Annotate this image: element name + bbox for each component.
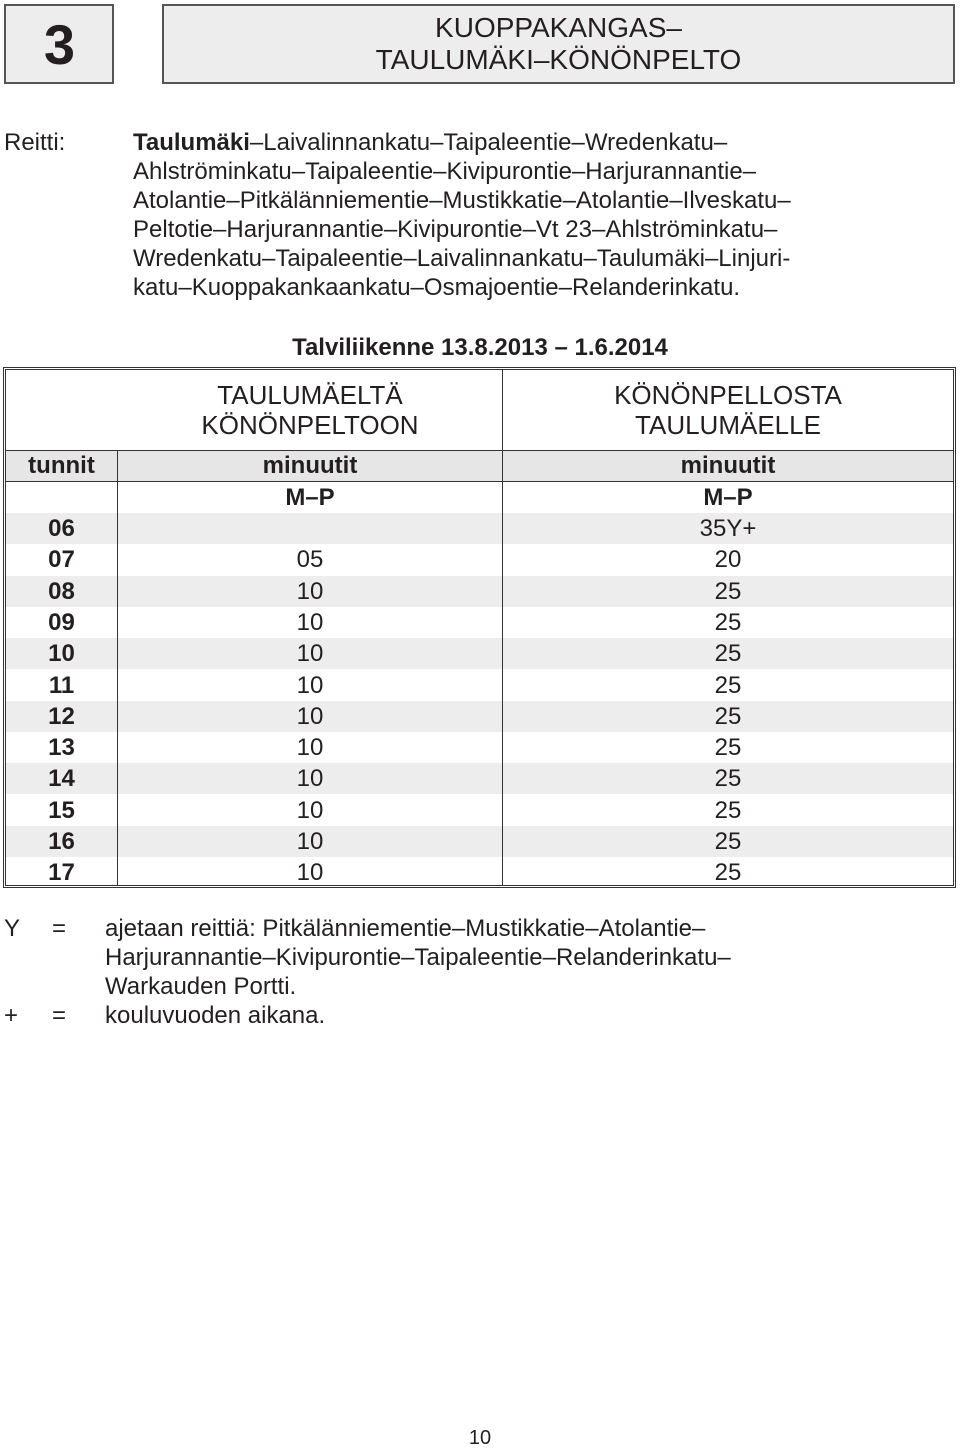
minutes-cell-direction-1: 10 (296, 702, 324, 730)
minutes-cell-direction-2: 25 (714, 671, 742, 699)
route-line-5: Wredenkatu–Taipaleentie–Laivalinnankatu–Taulumäki–Linjuri- (133, 245, 791, 272)
timetable-row (6, 576, 953, 607)
route-number-box (4, 4, 114, 84)
minutes-cell-direction-1: 05 (296, 546, 324, 574)
timetable-row (6, 857, 953, 888)
footnote-y-line-1: ajetaan reittiä: Pitkälänniementie–Mustikkatie–Atolantie– (105, 915, 706, 942)
timetable-row (6, 826, 953, 857)
timetable-row (6, 607, 953, 638)
direction-1-line-2: KÖNÖNPELTOON (201, 410, 419, 440)
timetable-row (6, 732, 953, 763)
minutes-cell-direction-2: 25 (714, 796, 742, 824)
footnote-plus-text: kouluvuoden aikana. (105, 1002, 326, 1029)
column-divider-directions (502, 370, 503, 885)
minutes-header-2: minuutit (680, 452, 776, 479)
footnote-plus-symbol: + (4, 1002, 19, 1029)
hour-cell: 11 (48, 671, 75, 699)
hour-cell: 07 (48, 546, 75, 574)
minutes-cell-direction-2: 25 (714, 859, 742, 887)
timetable-row (6, 763, 953, 794)
season-validity (0, 333, 960, 363)
minutes-cell-direction-1: 10 (296, 765, 324, 793)
units-header-row (6, 450, 953, 482)
timetable (3, 367, 956, 888)
minutes-cell-direction-2: 25 (714, 828, 742, 855)
minutes-cell-direction-2: 25 (714, 608, 742, 636)
minutes-cell-direction-2: 25 (714, 640, 742, 668)
days-row (6, 482, 953, 513)
minutes-cell-direction-1: 10 (296, 608, 324, 636)
hour-cell: 06 (48, 515, 75, 542)
hour-cell: 15 (48, 796, 75, 824)
direction-2-header (503, 380, 953, 440)
hour-cell: 17 (48, 859, 75, 887)
route-title-box (162, 4, 955, 84)
hour-cell: 13 (48, 734, 75, 762)
season-text: Talviliikenne 13.8.2013 – 1.6.2014 (292, 334, 668, 361)
timetable-row (6, 638, 953, 669)
hour-cell: 08 (48, 577, 75, 605)
route-line-3: Atolantie–Pitkälänniementie–Mustikkatie–Atolantie–Ilveskatu– (133, 187, 791, 214)
route-line-1 (133, 128, 953, 157)
column-divider-hours (117, 450, 118, 885)
hour-cell: 12 (48, 702, 75, 730)
timetable-row (6, 795, 953, 826)
minutes-cell-direction-1: 10 (296, 734, 324, 762)
route-title-line-1: KUOPPAKANGAS– (435, 12, 682, 43)
route-line-4: Peltotie–Harjurannantie–Kivipurontie–Vt 23–Ahlströminkatu– (133, 216, 778, 243)
minutes-cell-direction-2: 20 (714, 546, 742, 574)
route-line-2: Ahlströminkatu–Taipaleentie–Kivipurontie–Harjurannantie– (133, 158, 757, 185)
direction-2-line-2: TAULUMÄELLE (635, 410, 821, 440)
direction-1-line-1: TAULUMÄELTÄ (217, 380, 403, 410)
footnote-y-text (105, 914, 731, 1001)
footnote-y-symbol: Y (4, 915, 21, 942)
minutes-cell-direction-1: 10 (296, 859, 324, 887)
footnote-plus-equals: = (52, 1002, 67, 1029)
footnote-y-equals: = (52, 915, 67, 942)
minutes-cell-direction-2: 35Y+ (699, 515, 757, 542)
route-description (133, 128, 953, 302)
minutes-cell-direction-1: 10 (296, 671, 324, 699)
days-label-2: M–P (703, 484, 753, 511)
route-number: 3 (43, 12, 75, 76)
hour-cell: 16 (48, 828, 75, 855)
direction-2-line-1: KÖNÖNPELLOSTA (614, 380, 842, 410)
days-label-1: M–P (285, 484, 335, 511)
footnote-y-line-2: Harjurannantie–Kivipurontie–Taipaleentie–Relanderinkatu– (105, 944, 731, 971)
minutes-cell-direction-2: 25 (714, 765, 742, 793)
minutes-cell-direction-2: 25 (714, 577, 742, 605)
timetable-row (6, 670, 953, 701)
hour-cell: 14 (48, 765, 75, 793)
minutes-cell-direction-1: 10 (296, 577, 324, 605)
route-label: Reitti: (4, 129, 66, 156)
timetable-row (6, 513, 953, 544)
minutes-cell-direction-2: 25 (714, 734, 742, 762)
timetable-row (6, 701, 953, 732)
direction-1-header (118, 380, 502, 440)
footnote-y-line-3: Warkauden Portti. (105, 973, 297, 1000)
route-line-1-rest: –Laivalinnankatu–Taipaleentie–Wredenkatu– (249, 129, 728, 156)
hour-cell: 10 (48, 640, 75, 668)
minutes-cell-direction-1: 10 (296, 640, 324, 668)
route-line-6: katu–Kuoppakankaankatu–Osmajoentie–Relanderinkatu. (133, 274, 741, 301)
timetable-row (6, 544, 953, 575)
hours-header: tunnit (28, 452, 95, 479)
route-title-line-2: TAULUMÄKI–KÖNÖNPELTO (375, 44, 742, 75)
page-number: 10 (468, 1427, 492, 1449)
minutes-cell-direction-2: 25 (714, 702, 742, 730)
hour-cell: 09 (48, 608, 75, 636)
minutes-header-1: minuutit (262, 452, 358, 479)
minutes-cell-direction-1: 10 (296, 796, 324, 824)
minutes-cell-direction-1: 10 (296, 828, 324, 855)
route-first-stop: Taulumäki (133, 129, 250, 156)
